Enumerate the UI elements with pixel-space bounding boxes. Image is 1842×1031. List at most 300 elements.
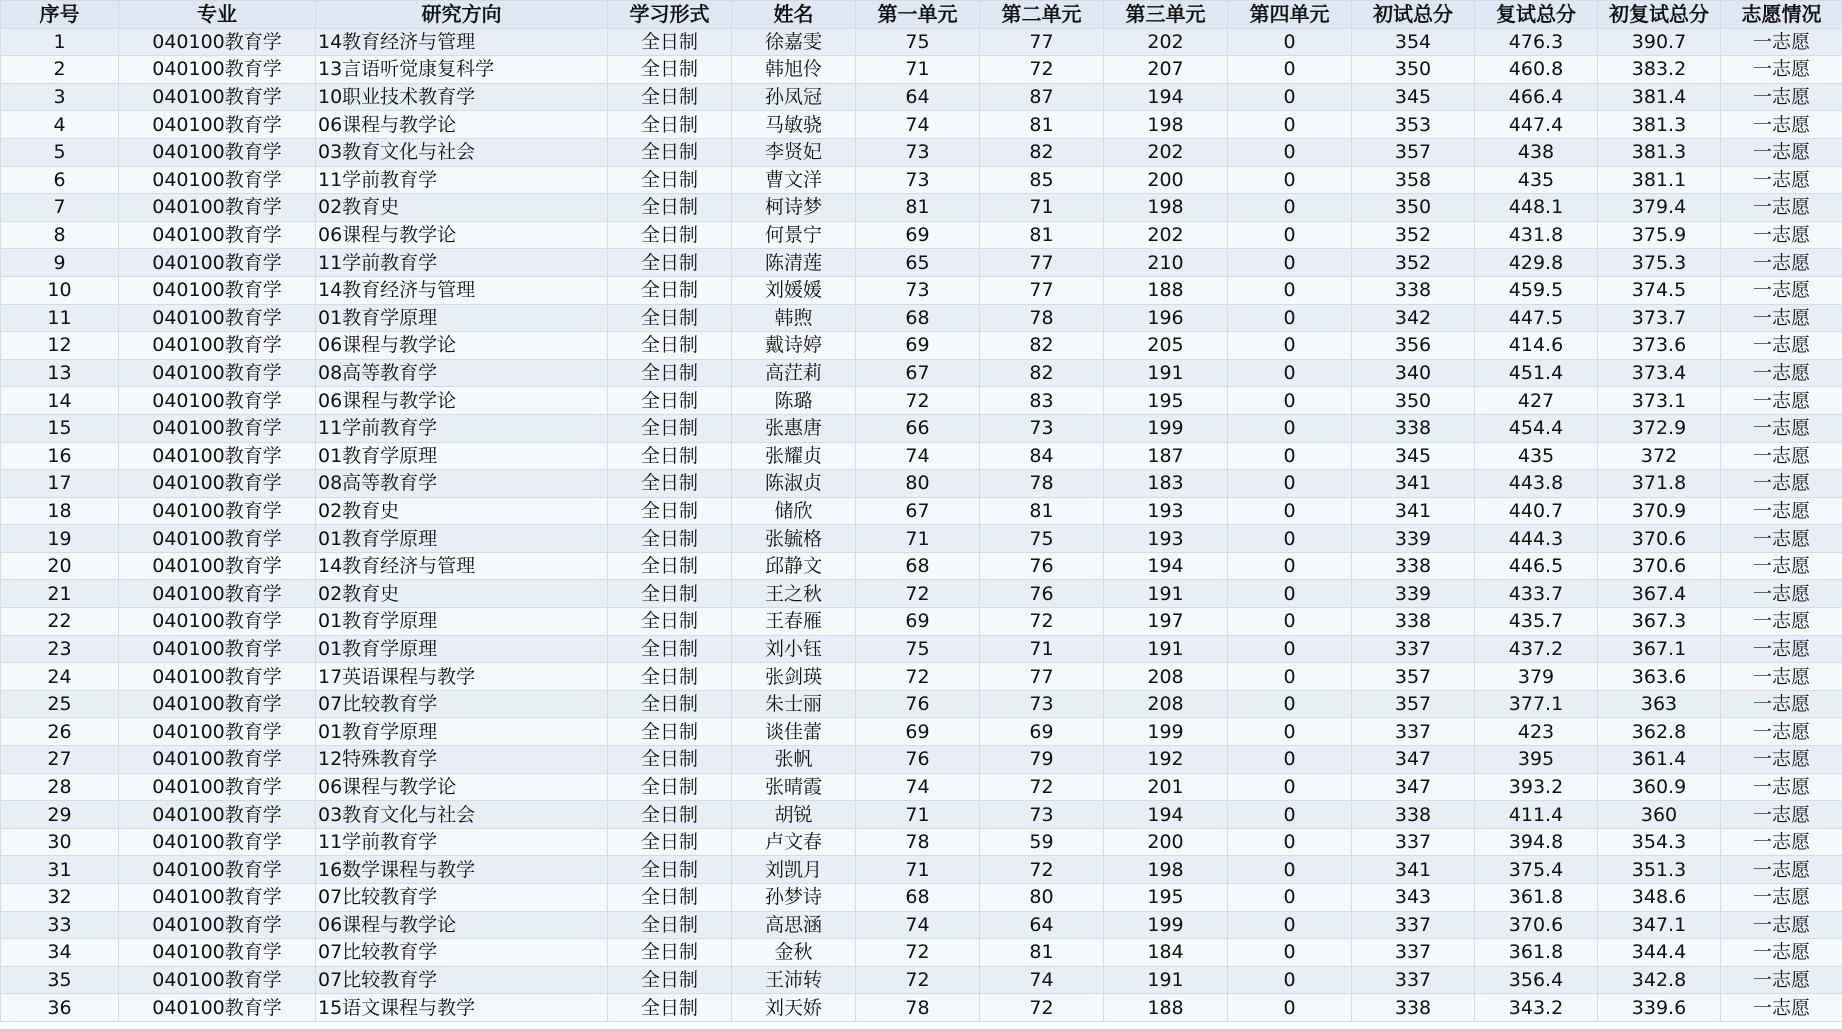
table-cell[interactable]: 15语文课程与教学	[316, 994, 608, 1022]
table-cell[interactable]: 胡锐	[732, 801, 856, 829]
table-cell[interactable]: 0	[1228, 939, 1352, 967]
column-header[interactable]: 复试总分	[1475, 1, 1598, 29]
table-cell[interactable]: 362.8	[1598, 718, 1721, 746]
table-cell[interactable]: 8	[1, 221, 119, 249]
table-cell[interactable]: 0	[1228, 111, 1352, 139]
table-cell[interactable]: 74	[856, 911, 980, 939]
table-cell[interactable]: 12特殊教育学	[316, 746, 608, 774]
table-cell[interactable]: 476.3	[1475, 28, 1598, 56]
table-cell[interactable]: 435	[1475, 166, 1598, 194]
table-cell[interactable]: 040100教育学	[119, 884, 316, 912]
table-cell[interactable]: 040100教育学	[119, 332, 316, 360]
table-cell[interactable]: 25	[1, 690, 119, 718]
table-cell[interactable]: 73	[856, 276, 980, 304]
table-cell[interactable]: 26	[1, 718, 119, 746]
table-cell[interactable]: 陈清莲	[732, 249, 856, 277]
table-cell[interactable]: 196	[1104, 304, 1228, 332]
table-cell[interactable]: 34	[1, 939, 119, 967]
table-cell[interactable]: 040100教育学	[119, 138, 316, 166]
table-cell[interactable]: 3	[1, 83, 119, 111]
table-cell[interactable]: 394.8	[1475, 828, 1598, 856]
table-cell[interactable]: 354	[1352, 28, 1475, 56]
table-cell[interactable]: 金秋	[732, 939, 856, 967]
table-cell[interactable]: 202	[1104, 138, 1228, 166]
table-cell[interactable]: 刘天娇	[732, 994, 856, 1022]
table-cell[interactable]: 370.6	[1598, 525, 1721, 553]
table-cell[interactable]: 0	[1228, 83, 1352, 111]
table-cell[interactable]: 65	[856, 249, 980, 277]
table-cell[interactable]: 350	[1352, 56, 1475, 84]
table-cell[interactable]: 338	[1352, 994, 1475, 1022]
table-cell[interactable]: 338	[1352, 608, 1475, 636]
table-cell[interactable]: 040100教育学	[119, 746, 316, 774]
table-cell[interactable]: 7	[1, 194, 119, 222]
table-cell[interactable]: 一志愿	[1721, 83, 1842, 111]
table-cell[interactable]: 352	[1352, 221, 1475, 249]
table-cell[interactable]: 06课程与教学论	[316, 773, 608, 801]
table-cell[interactable]: 22	[1, 608, 119, 636]
table-cell[interactable]: 06课程与教学论	[316, 387, 608, 415]
table-cell[interactable]: 全日制	[608, 552, 732, 580]
table-cell[interactable]: 14教育经济与管理	[316, 552, 608, 580]
table-cell[interactable]: 张剑瑛	[732, 663, 856, 691]
table-cell[interactable]: 2	[1, 56, 119, 84]
table-cell[interactable]: 370.6	[1598, 552, 1721, 580]
table-cell[interactable]: 07比较教育学	[316, 884, 608, 912]
table-cell[interactable]: 0	[1228, 911, 1352, 939]
table-cell[interactable]: 81	[980, 939, 1104, 967]
table-cell[interactable]: 一志愿	[1721, 332, 1842, 360]
table-cell[interactable]: 01教育学原理	[316, 442, 608, 470]
table-cell[interactable]: 4	[1, 111, 119, 139]
table-cell[interactable]: 361.8	[1475, 884, 1598, 912]
table-cell[interactable]: 040100教育学	[119, 221, 316, 249]
table-cell[interactable]: 446.5	[1475, 552, 1598, 580]
table-cell[interactable]: 187	[1104, 442, 1228, 470]
table-cell[interactable]: 全日制	[608, 497, 732, 525]
table-cell[interactable]: 72	[856, 939, 980, 967]
table-cell[interactable]: 15	[1, 414, 119, 442]
table-cell[interactable]: 0	[1228, 442, 1352, 470]
table-cell[interactable]: 0	[1228, 304, 1352, 332]
table-cell[interactable]: 372.9	[1598, 414, 1721, 442]
table-cell[interactable]: 71	[980, 194, 1104, 222]
table-cell[interactable]: 戴诗婷	[732, 332, 856, 360]
table-cell[interactable]: 337	[1352, 718, 1475, 746]
table-cell[interactable]: 040100教育学	[119, 966, 316, 994]
table-cell[interactable]: 28	[1, 773, 119, 801]
table-cell[interactable]: 全日制	[608, 635, 732, 663]
table-cell[interactable]: 高茳莉	[732, 359, 856, 387]
table-cell[interactable]: 354.3	[1598, 828, 1721, 856]
table-cell[interactable]: 59	[980, 828, 1104, 856]
table-cell[interactable]: 343.2	[1475, 994, 1598, 1022]
table-cell[interactable]: 0	[1228, 138, 1352, 166]
table-cell[interactable]: 427	[1475, 387, 1598, 415]
table-cell[interactable]: 431.8	[1475, 221, 1598, 249]
table-cell[interactable]: 195	[1104, 884, 1228, 912]
table-cell[interactable]: 85	[980, 166, 1104, 194]
table-cell[interactable]: 71	[856, 56, 980, 84]
table-cell[interactable]: 208	[1104, 663, 1228, 691]
table-cell[interactable]: 040100教育学	[119, 166, 316, 194]
table-cell[interactable]: 全日制	[608, 28, 732, 56]
table-cell[interactable]: 刘媛媛	[732, 276, 856, 304]
table-cell[interactable]: 466.4	[1475, 83, 1598, 111]
column-header[interactable]: 学习形式	[608, 1, 732, 29]
table-cell[interactable]: 14教育经济与管理	[316, 28, 608, 56]
table-cell[interactable]: 0	[1228, 690, 1352, 718]
table-cell[interactable]: 72	[980, 994, 1104, 1022]
table-cell[interactable]: 194	[1104, 801, 1228, 829]
table-cell[interactable]: 全日制	[608, 690, 732, 718]
table-cell[interactable]: 357	[1352, 690, 1475, 718]
table-cell[interactable]: 81	[980, 497, 1104, 525]
table-cell[interactable]: 75	[856, 28, 980, 56]
table-cell[interactable]: 高思涵	[732, 911, 856, 939]
table-cell[interactable]: 207	[1104, 56, 1228, 84]
table-cell[interactable]: 0	[1228, 359, 1352, 387]
table-cell[interactable]: 全日制	[608, 304, 732, 332]
table-cell[interactable]: 02教育史	[316, 580, 608, 608]
table-cell[interactable]: 全日制	[608, 994, 732, 1022]
table-cell[interactable]: 375.9	[1598, 221, 1721, 249]
table-cell[interactable]: 356.4	[1475, 966, 1598, 994]
table-cell[interactable]: 193	[1104, 525, 1228, 553]
table-cell[interactable]: 10职业技术教育学	[316, 83, 608, 111]
table-cell[interactable]: 87	[980, 83, 1104, 111]
table-cell[interactable]: 0	[1228, 966, 1352, 994]
table-cell[interactable]: 0	[1228, 249, 1352, 277]
table-cell[interactable]: 全日制	[608, 332, 732, 360]
table-cell[interactable]: 040100教育学	[119, 635, 316, 663]
table-cell[interactable]: 69	[856, 332, 980, 360]
table-cell[interactable]: 71	[856, 801, 980, 829]
table-cell[interactable]: 363.6	[1598, 663, 1721, 691]
table-cell[interactable]: 351.3	[1598, 856, 1721, 884]
table-cell[interactable]: 341	[1352, 470, 1475, 498]
table-cell[interactable]: 197	[1104, 608, 1228, 636]
table-cell[interactable]: 375.4	[1475, 856, 1598, 884]
table-cell[interactable]: 李贤妃	[732, 138, 856, 166]
table-cell[interactable]: 74	[856, 773, 980, 801]
table-cell[interactable]: 33	[1, 911, 119, 939]
table-cell[interactable]: 040100教育学	[119, 994, 316, 1022]
table-cell[interactable]: 202	[1104, 221, 1228, 249]
table-cell[interactable]: 040100教育学	[119, 359, 316, 387]
table-cell[interactable]: 68	[856, 304, 980, 332]
table-cell[interactable]: 444.3	[1475, 525, 1598, 553]
table-cell[interactable]: 01教育学原理	[316, 608, 608, 636]
table-cell[interactable]: 040100教育学	[119, 304, 316, 332]
table-cell[interactable]: 36	[1, 994, 119, 1022]
table-cell[interactable]: 全日制	[608, 828, 732, 856]
table-cell[interactable]: 06课程与教学论	[316, 111, 608, 139]
table-cell[interactable]: 81	[856, 194, 980, 222]
table-cell[interactable]: 0	[1228, 497, 1352, 525]
table-cell[interactable]: 02教育史	[316, 194, 608, 222]
table-cell[interactable]: 191	[1104, 580, 1228, 608]
table-cell[interactable]: 339	[1352, 580, 1475, 608]
table-cell[interactable]: 一志愿	[1721, 304, 1842, 332]
table-cell[interactable]: 12	[1, 332, 119, 360]
table-cell[interactable]: 411.4	[1475, 801, 1598, 829]
table-cell[interactable]: 350	[1352, 387, 1475, 415]
table-cell[interactable]: 全日制	[608, 166, 732, 194]
table-cell[interactable]: 390.7	[1598, 28, 1721, 56]
table-cell[interactable]: 0	[1228, 856, 1352, 884]
table-cell[interactable]: 72	[856, 580, 980, 608]
table-cell[interactable]: 80	[856, 470, 980, 498]
table-cell[interactable]: 07比较教育学	[316, 939, 608, 967]
column-header[interactable]: 志愿情况	[1721, 1, 1842, 29]
table-cell[interactable]: 孙凤冠	[732, 83, 856, 111]
table-cell[interactable]: 06课程与教学论	[316, 911, 608, 939]
table-cell[interactable]: 372	[1598, 442, 1721, 470]
table-cell[interactable]: 张耀贞	[732, 442, 856, 470]
table-cell[interactable]: 447.5	[1475, 304, 1598, 332]
table-cell[interactable]: 全日制	[608, 911, 732, 939]
table-cell[interactable]: 全日制	[608, 387, 732, 415]
table-cell[interactable]: 373.7	[1598, 304, 1721, 332]
table-cell[interactable]: 0	[1228, 718, 1352, 746]
table-cell[interactable]: 040100教育学	[119, 773, 316, 801]
table-cell[interactable]: 338	[1352, 276, 1475, 304]
table-cell[interactable]: 0	[1228, 276, 1352, 304]
table-cell[interactable]: 张帆	[732, 746, 856, 774]
table-cell[interactable]: 377.1	[1475, 690, 1598, 718]
table-cell[interactable]: 01教育学原理	[316, 304, 608, 332]
table-cell[interactable]: 82	[980, 359, 1104, 387]
table-cell[interactable]: 205	[1104, 332, 1228, 360]
table-cell[interactable]: 一志愿	[1721, 911, 1842, 939]
table-cell[interactable]: 0	[1228, 414, 1352, 442]
table-cell[interactable]: 邱静文	[732, 552, 856, 580]
table-cell[interactable]: 357	[1352, 663, 1475, 691]
table-cell[interactable]: 437.2	[1475, 635, 1598, 663]
table-cell[interactable]: 338	[1352, 552, 1475, 580]
table-cell[interactable]: 0	[1228, 166, 1352, 194]
table-cell[interactable]: 72	[980, 608, 1104, 636]
table-cell[interactable]: 438	[1475, 138, 1598, 166]
table-cell[interactable]: 74	[856, 111, 980, 139]
table-cell[interactable]: 199	[1104, 718, 1228, 746]
table-cell[interactable]: 194	[1104, 552, 1228, 580]
table-cell[interactable]: 11学前教育学	[316, 414, 608, 442]
table-cell[interactable]: 191	[1104, 966, 1228, 994]
table-cell[interactable]: 30	[1, 828, 119, 856]
table-cell[interactable]: 全日制	[608, 470, 732, 498]
table-cell[interactable]: 全日制	[608, 138, 732, 166]
table-cell[interactable]: 11学前教育学	[316, 249, 608, 277]
table-cell[interactable]: 76	[980, 580, 1104, 608]
table-cell[interactable]: 340	[1352, 359, 1475, 387]
table-cell[interactable]: 0	[1228, 580, 1352, 608]
table-cell[interactable]: 1	[1, 28, 119, 56]
table-cell[interactable]: 379	[1475, 663, 1598, 691]
table-cell[interactable]: 040100教育学	[119, 663, 316, 691]
table-cell[interactable]: 一志愿	[1721, 580, 1842, 608]
table-cell[interactable]: 040100教育学	[119, 856, 316, 884]
table-cell[interactable]: 一志愿	[1721, 966, 1842, 994]
table-cell[interactable]: 0	[1228, 773, 1352, 801]
table-cell[interactable]: 73	[856, 138, 980, 166]
table-cell[interactable]: 13言语听觉康复科学	[316, 56, 608, 84]
table-cell[interactable]: 11	[1, 304, 119, 332]
table-cell[interactable]: 全日制	[608, 746, 732, 774]
table-cell[interactable]: 367.1	[1598, 635, 1721, 663]
table-cell[interactable]: 陈璐	[732, 387, 856, 415]
table-cell[interactable]: 194	[1104, 83, 1228, 111]
table-cell[interactable]: 一志愿	[1721, 194, 1842, 222]
table-cell[interactable]: 全日制	[608, 663, 732, 691]
column-header[interactable]: 第一单元	[856, 1, 980, 29]
table-cell[interactable]: 全日制	[608, 525, 732, 553]
table-cell[interactable]: 孙梦诗	[732, 884, 856, 912]
table-cell[interactable]: 14教育经济与管理	[316, 276, 608, 304]
table-cell[interactable]: 370.9	[1598, 497, 1721, 525]
table-cell[interactable]: 全日制	[608, 580, 732, 608]
table-cell[interactable]: 一志愿	[1721, 552, 1842, 580]
table-cell[interactable]: 040100教育学	[119, 552, 316, 580]
table-cell[interactable]: 一志愿	[1721, 856, 1842, 884]
table-cell[interactable]: 208	[1104, 690, 1228, 718]
table-cell[interactable]: 谈佳蕾	[732, 718, 856, 746]
table-cell[interactable]: 一志愿	[1721, 828, 1842, 856]
table-cell[interactable]: 一志愿	[1721, 884, 1842, 912]
table-cell[interactable]: 72	[856, 663, 980, 691]
column-header[interactable]: 第二单元	[980, 1, 1104, 29]
table-cell[interactable]: 0	[1228, 194, 1352, 222]
table-cell[interactable]: 381.1	[1598, 166, 1721, 194]
table-cell[interactable]: 韩旭伶	[732, 56, 856, 84]
table-cell[interactable]: 433.7	[1475, 580, 1598, 608]
table-cell[interactable]: 全日制	[608, 773, 732, 801]
table-cell[interactable]: 199	[1104, 911, 1228, 939]
table-cell[interactable]: 全日制	[608, 83, 732, 111]
table-cell[interactable]: 040100教育学	[119, 83, 316, 111]
table-cell[interactable]: 347	[1352, 773, 1475, 801]
table-cell[interactable]: 全日制	[608, 718, 732, 746]
table-cell[interactable]: 17	[1, 470, 119, 498]
table-cell[interactable]: 一志愿	[1721, 939, 1842, 967]
table-cell[interactable]: 435	[1475, 442, 1598, 470]
table-cell[interactable]: 03教育文化与社会	[316, 138, 608, 166]
table-cell[interactable]: 202	[1104, 28, 1228, 56]
table-cell[interactable]: 19	[1, 525, 119, 553]
table-cell[interactable]: 11学前教育学	[316, 828, 608, 856]
table-cell[interactable]: 68	[856, 884, 980, 912]
table-cell[interactable]: 一志愿	[1721, 28, 1842, 56]
table-cell[interactable]: 一志愿	[1721, 138, 1842, 166]
table-cell[interactable]: 75	[980, 525, 1104, 553]
table-cell[interactable]: 0	[1228, 884, 1352, 912]
table-cell[interactable]: 76	[856, 690, 980, 718]
table-cell[interactable]: 72	[856, 966, 980, 994]
table-cell[interactable]: 73	[980, 690, 1104, 718]
table-cell[interactable]: 全日制	[608, 414, 732, 442]
table-cell[interactable]: 73	[980, 414, 1104, 442]
table-cell[interactable]: 69	[856, 221, 980, 249]
table-cell[interactable]: 08高等教育学	[316, 359, 608, 387]
table-cell[interactable]: 6	[1, 166, 119, 194]
table-cell[interactable]: 360.9	[1598, 773, 1721, 801]
table-cell[interactable]: 341	[1352, 497, 1475, 525]
table-cell[interactable]: 040100教育学	[119, 470, 316, 498]
table-cell[interactable]: 040100教育学	[119, 111, 316, 139]
table-cell[interactable]: 040100教育学	[119, 249, 316, 277]
table-cell[interactable]: 一志愿	[1721, 387, 1842, 415]
table-cell[interactable]: 040100教育学	[119, 414, 316, 442]
table-cell[interactable]: 347	[1352, 746, 1475, 774]
table-cell[interactable]: 440.7	[1475, 497, 1598, 525]
table-cell[interactable]: 78	[980, 470, 1104, 498]
table-cell[interactable]: 429.8	[1475, 249, 1598, 277]
table-cell[interactable]: 345	[1352, 442, 1475, 470]
table-cell[interactable]: 447.4	[1475, 111, 1598, 139]
table-cell[interactable]: 344.4	[1598, 939, 1721, 967]
table-cell[interactable]: 0	[1228, 663, 1352, 691]
table-cell[interactable]: 5	[1, 138, 119, 166]
table-cell[interactable]: 0	[1228, 387, 1352, 415]
table-cell[interactable]: 张毓格	[732, 525, 856, 553]
table-cell[interactable]: 191	[1104, 635, 1228, 663]
table-cell[interactable]: 曹文洋	[732, 166, 856, 194]
table-cell[interactable]: 040100教育学	[119, 608, 316, 636]
table-cell[interactable]: 337	[1352, 911, 1475, 939]
table-cell[interactable]: 381.3	[1598, 138, 1721, 166]
table-cell[interactable]: 72	[980, 773, 1104, 801]
table-cell[interactable]: 183	[1104, 470, 1228, 498]
table-cell[interactable]: 373.1	[1598, 387, 1721, 415]
table-cell[interactable]: 040100教育学	[119, 718, 316, 746]
table-cell[interactable]: 040100教育学	[119, 442, 316, 470]
table-cell[interactable]: 375.3	[1598, 249, 1721, 277]
table-cell[interactable]: 71	[980, 635, 1104, 663]
table-cell[interactable]: 370.6	[1475, 911, 1598, 939]
table-cell[interactable]: 200	[1104, 166, 1228, 194]
table-cell[interactable]: 188	[1104, 276, 1228, 304]
table-cell[interactable]: 0	[1228, 635, 1352, 663]
table-cell[interactable]: 67	[856, 497, 980, 525]
table-cell[interactable]: 卢文春	[732, 828, 856, 856]
table-cell[interactable]: 192	[1104, 746, 1228, 774]
table-cell[interactable]: 78	[980, 304, 1104, 332]
table-cell[interactable]: 一志愿	[1721, 663, 1842, 691]
table-cell[interactable]: 77	[980, 249, 1104, 277]
table-cell[interactable]: 0	[1228, 994, 1352, 1022]
column-header[interactable]: 第三单元	[1104, 1, 1228, 29]
table-cell[interactable]: 353	[1352, 111, 1475, 139]
table-cell[interactable]: 一志愿	[1721, 56, 1842, 84]
table-cell[interactable]: 一志愿	[1721, 359, 1842, 387]
table-cell[interactable]: 全日制	[608, 359, 732, 387]
table-cell[interactable]: 10	[1, 276, 119, 304]
table-cell[interactable]: 徐嘉雯	[732, 28, 856, 56]
table-cell[interactable]: 0	[1228, 828, 1352, 856]
table-cell[interactable]: 32	[1, 884, 119, 912]
table-cell[interactable]: 193	[1104, 497, 1228, 525]
table-cell[interactable]: 374.5	[1598, 276, 1721, 304]
table-cell[interactable]: 储欣	[732, 497, 856, 525]
column-header[interactable]: 初试总分	[1352, 1, 1475, 29]
table-cell[interactable]: 72	[856, 387, 980, 415]
table-cell[interactable]: 全日制	[608, 194, 732, 222]
table-cell[interactable]: 一志愿	[1721, 221, 1842, 249]
table-cell[interactable]: 350	[1352, 194, 1475, 222]
table-cell[interactable]: 一志愿	[1721, 442, 1842, 470]
table-cell[interactable]: 040100教育学	[119, 194, 316, 222]
